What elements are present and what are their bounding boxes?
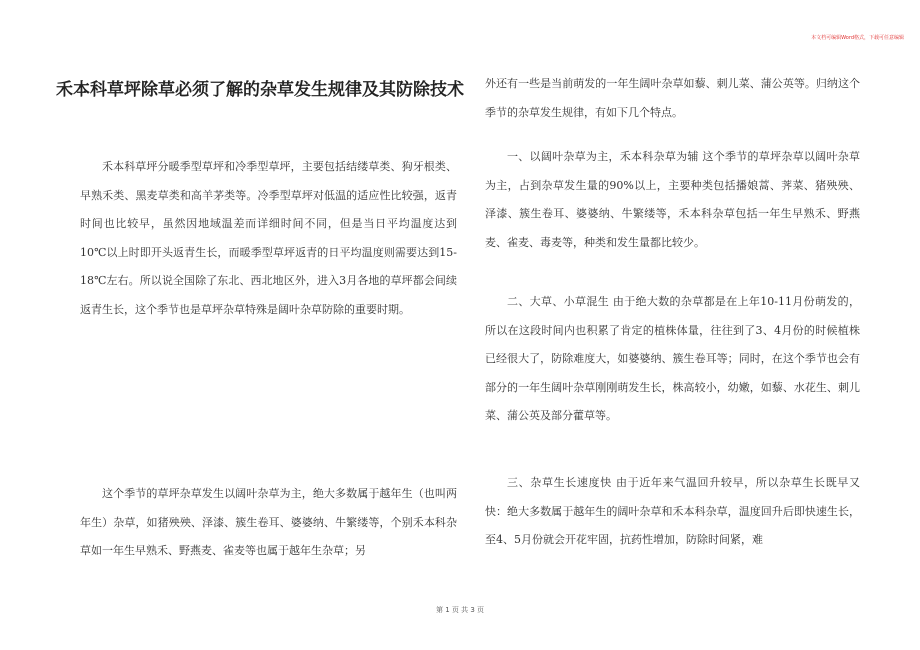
document-title: 禾本科草坪除草必须了解的杂草发生规律及其防除技术: [56, 80, 464, 100]
paragraph-continued: 外还有一些是当前萌发的一年生阔叶杂草如藜、刺儿菜、蒲公英等。归纳这个季节的杂草发生规律，有如下几个特点。: [485, 77, 860, 119]
paragraph-season-weeds: 这个季节的草坪杂草发生以阔叶杂草为主，绝大多数属于越年生（也叫两年生）杂草，如猪殃殃、泽漆、簇生卷耳、婆婆纳、牛繁缕等，个别禾本科杂草如一年生早熟禾、野燕麦、雀麦等也属于越年生杂草；另: [80, 487, 457, 557]
page-number-footer: 第 1 页 共 3 页: [435, 606, 485, 614]
paragraph-point-one: 一、以阔叶杂草为主，禾本科杂草为辅 这个季节的草坪杂草以阔叶杂草为主，占到杂草发生量的90%以上，主要种类包括播娘蒿、荠菜、猪殃殃、泽漆、簇生卷耳、婆婆纳、牛繁缕等，禾本科杂草包括一年生早熟禾、野燕麦、雀麦、毒麦等，种类和发生量都比较少。: [485, 150, 860, 249]
paragraph-point-three: 三、杂草生长速度快 由于近年来气温回升较早，所以杂草生长既早又快：绝大多数属于越年生的阔叶杂草和禾本科杂草，温度回升后即快速生长，至4、5月份就会开花牢固，抗药性增加，防除时间紧，难: [485, 476, 860, 546]
watermark-text: 本文档可编辑Word格式，下载可任意编辑: [811, 35, 904, 41]
paragraph-intro: 禾本科草坪分暖季型草坪和冷季型草坪，主要包括结缕草类、狗牙根类、早熟禾类、黑麦草类和高羊茅类等。冷季型草坪对低温的适应性比较强，返青时间也比较早，虽然因地域温差而详细时间不同，但是当日平均温度达到10℃以上时即开头返青生长，而暖季型草坪返青的日平均温度则需要达到15-18℃左右。所以说全国除了东北、西北地区外，进入3月各地的草坪都会间续返青生长，这个季节也是草坪杂草特殊是阔叶杂草防除的重要时期。: [80, 160, 457, 316]
paragraph-point-two: 二、大草、小草混生 由于绝大数的杂草都是在上年10-11月份萌发的，所以在这段时间内也积累了肯定的植株体量，往往到了3、4月份的时候植株已经很大了，防除难度大，如婆婆纳、簇生卷耳等；同时，在这个季节也会有部分的一年生阔叶杂草刚刚萌发生长，株高较小，幼嫩，如藜、水花生、刺儿菜、蒲公英及部分藿草等。: [485, 295, 860, 422]
